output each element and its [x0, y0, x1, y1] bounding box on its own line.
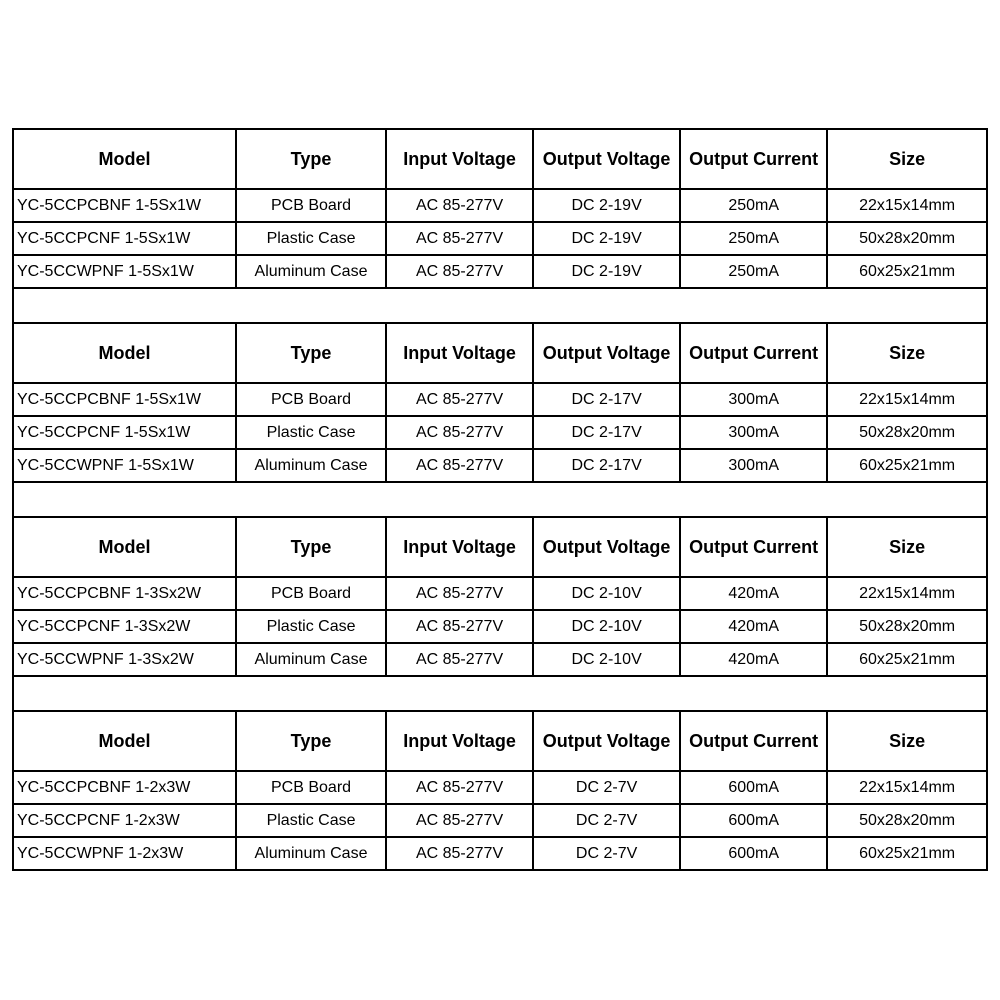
- col-header-model: Model: [13, 323, 236, 383]
- spec-table-4: [12, 710, 988, 871]
- output-current-cell: 250mA: [680, 222, 827, 255]
- col-header-output-current: Output Current: [680, 517, 827, 577]
- type-cell: Plastic Case: [236, 222, 386, 255]
- output-voltage-cell: DC 2-10V: [533, 610, 680, 643]
- col-header-input-voltage: Input Voltage: [386, 711, 533, 771]
- table-row: [13, 577, 987, 610]
- model-cell: YC-5CCWPNF 1-5Sx1W: [13, 255, 236, 288]
- output-current-cell: 300mA: [680, 383, 827, 416]
- table-row: [13, 771, 987, 804]
- type-cell: PCB Board: [236, 383, 386, 416]
- output-current-cell: 300mA: [680, 416, 827, 449]
- type-cell: Plastic Case: [236, 804, 386, 837]
- output-voltage-cell: DC 2-17V: [533, 416, 680, 449]
- output-voltage-cell: DC 2-19V: [533, 222, 680, 255]
- size-cell: 22x15x14mm: [827, 577, 987, 610]
- input-voltage-cell: AC 85-277V: [386, 837, 533, 870]
- table-row: [13, 804, 987, 837]
- input-voltage-cell: AC 85-277V: [386, 255, 533, 288]
- spec-table-2: [12, 322, 988, 483]
- table-row: [13, 449, 987, 482]
- col-header-model: Model: [13, 517, 236, 577]
- type-cell: PCB Board: [236, 771, 386, 804]
- type-cell: Aluminum Case: [236, 837, 386, 870]
- table-row: [13, 610, 987, 643]
- size-cell: 60x25x21mm: [827, 255, 987, 288]
- model-cell: YC-5CCPCBNF 1-3Sx2W: [13, 577, 236, 610]
- table-row: [13, 383, 987, 416]
- size-cell: 22x15x14mm: [827, 189, 987, 222]
- table-row: [13, 416, 987, 449]
- table-row: [13, 643, 987, 676]
- table-row: [13, 837, 987, 870]
- col-header-type: Type: [236, 517, 386, 577]
- model-cell: YC-5CCPCNF 1-5Sx1W: [13, 416, 236, 449]
- col-header-size: Size: [827, 711, 987, 771]
- output-voltage-cell: DC 2-19V: [533, 189, 680, 222]
- header-row: [13, 323, 987, 383]
- model-cell: YC-5CCWPNF 1-5Sx1W: [13, 449, 236, 482]
- output-current-cell: 420mA: [680, 643, 827, 676]
- col-header-model: Model: [13, 129, 236, 189]
- model-cell: YC-5CCPCNF 1-5Sx1W: [13, 222, 236, 255]
- output-current-cell: 420mA: [680, 610, 827, 643]
- type-cell: Aluminum Case: [236, 255, 386, 288]
- input-voltage-cell: AC 85-277V: [386, 577, 533, 610]
- size-cell: 22x15x14mm: [827, 771, 987, 804]
- output-current-cell: 600mA: [680, 837, 827, 870]
- table-row: [13, 189, 987, 222]
- model-cell: YC-5CCPCNF 1-2x3W: [13, 804, 236, 837]
- input-voltage-cell: AC 85-277V: [386, 383, 533, 416]
- model-cell: YC-5CCWPNF 1-3Sx2W: [13, 643, 236, 676]
- table-gap-connector: [12, 483, 988, 516]
- output-current-cell: 250mA: [680, 255, 827, 288]
- input-voltage-cell: AC 85-277V: [386, 449, 533, 482]
- input-voltage-cell: AC 85-277V: [386, 771, 533, 804]
- spec-table-3: [12, 516, 988, 677]
- type-cell: Plastic Case: [236, 610, 386, 643]
- output-current-cell: 420mA: [680, 577, 827, 610]
- table-gap-connector: [12, 677, 988, 710]
- col-header-output-current: Output Current: [680, 323, 827, 383]
- col-header-size: Size: [827, 129, 987, 189]
- header-row: [13, 129, 987, 189]
- col-header-size: Size: [827, 323, 987, 383]
- size-cell: 22x15x14mm: [827, 383, 987, 416]
- output-current-cell: 300mA: [680, 449, 827, 482]
- header-row: [13, 517, 987, 577]
- type-cell: Aluminum Case: [236, 449, 386, 482]
- col-header-input-voltage: Input Voltage: [386, 517, 533, 577]
- output-voltage-cell: DC 2-17V: [533, 383, 680, 416]
- size-cell: 60x25x21mm: [827, 643, 987, 676]
- type-cell: PCB Board: [236, 577, 386, 610]
- output-current-cell: 250mA: [680, 189, 827, 222]
- output-voltage-cell: DC 2-10V: [533, 577, 680, 610]
- size-cell: 50x28x20mm: [827, 222, 987, 255]
- col-header-output-voltage: Output Voltage: [533, 711, 680, 771]
- col-header-output-current: Output Current: [680, 129, 827, 189]
- input-voltage-cell: AC 85-277V: [386, 804, 533, 837]
- output-voltage-cell: DC 2-7V: [533, 804, 680, 837]
- spec-tables-frame: [12, 128, 988, 871]
- model-cell: YC-5CCPCBNF 1-2x3W: [13, 771, 236, 804]
- model-cell: YC-5CCPCNF 1-3Sx2W: [13, 610, 236, 643]
- col-header-output-voltage: Output Voltage: [533, 517, 680, 577]
- size-cell: 60x25x21mm: [827, 449, 987, 482]
- size-cell: 50x28x20mm: [827, 610, 987, 643]
- col-header-type: Type: [236, 129, 386, 189]
- col-header-model: Model: [13, 711, 236, 771]
- output-voltage-cell: DC 2-7V: [533, 837, 680, 870]
- table-gap-connector: [12, 289, 988, 322]
- output-voltage-cell: DC 2-10V: [533, 643, 680, 676]
- output-voltage-cell: DC 2-17V: [533, 449, 680, 482]
- type-cell: PCB Board: [236, 189, 386, 222]
- output-current-cell: 600mA: [680, 771, 827, 804]
- input-voltage-cell: AC 85-277V: [386, 416, 533, 449]
- input-voltage-cell: AC 85-277V: [386, 189, 533, 222]
- col-header-type: Type: [236, 323, 386, 383]
- size-cell: 60x25x21mm: [827, 837, 987, 870]
- output-current-cell: 600mA: [680, 804, 827, 837]
- model-cell: YC-5CCPCBNF 1-5Sx1W: [13, 189, 236, 222]
- col-header-output-voltage: Output Voltage: [533, 323, 680, 383]
- size-cell: 50x28x20mm: [827, 416, 987, 449]
- type-cell: Plastic Case: [236, 416, 386, 449]
- output-voltage-cell: DC 2-7V: [533, 771, 680, 804]
- col-header-input-voltage: Input Voltage: [386, 129, 533, 189]
- spec-table-1: [12, 128, 988, 289]
- table-row: [13, 255, 987, 288]
- input-voltage-cell: AC 85-277V: [386, 610, 533, 643]
- col-header-input-voltage: Input Voltage: [386, 323, 533, 383]
- col-header-output-voltage: Output Voltage: [533, 129, 680, 189]
- input-voltage-cell: AC 85-277V: [386, 222, 533, 255]
- model-cell: YC-5CCPCBNF 1-5Sx1W: [13, 383, 236, 416]
- type-cell: Aluminum Case: [236, 643, 386, 676]
- model-cell: YC-5CCWPNF 1-2x3W: [13, 837, 236, 870]
- col-header-type: Type: [236, 711, 386, 771]
- header-row: [13, 711, 987, 771]
- table-row: [13, 222, 987, 255]
- col-header-output-current: Output Current: [680, 711, 827, 771]
- input-voltage-cell: AC 85-277V: [386, 643, 533, 676]
- col-header-size: Size: [827, 517, 987, 577]
- output-voltage-cell: DC 2-19V: [533, 255, 680, 288]
- size-cell: 50x28x20mm: [827, 804, 987, 837]
